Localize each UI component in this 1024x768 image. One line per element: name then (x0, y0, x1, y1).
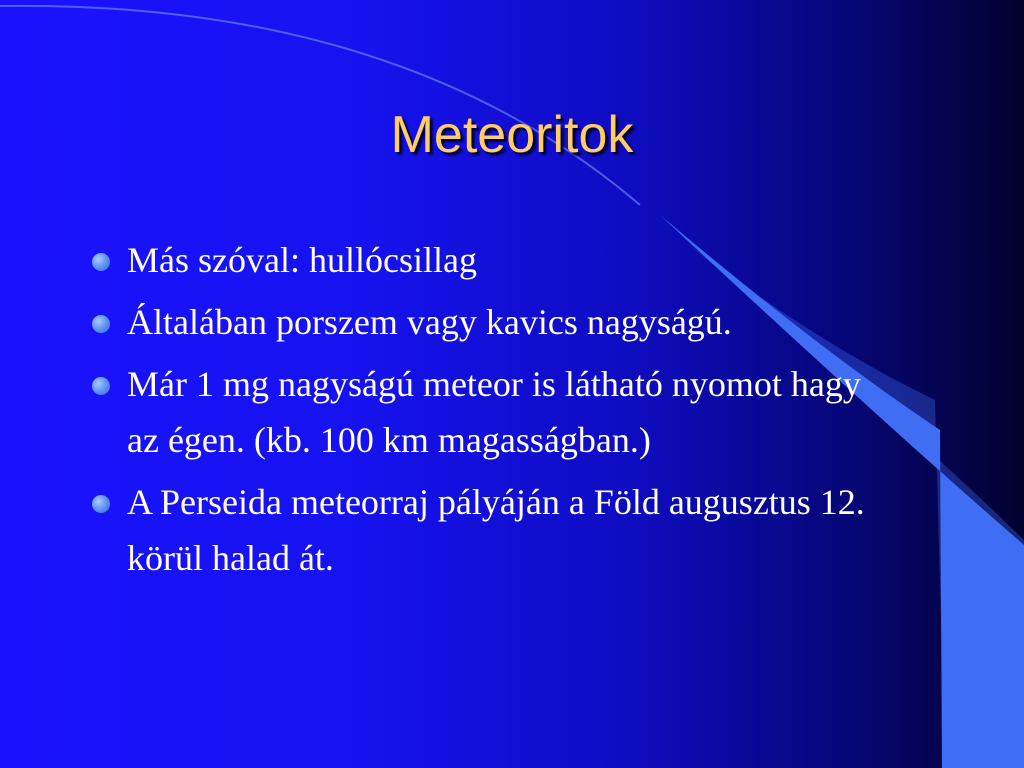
bullet-dot-icon (92, 315, 110, 333)
bullet-text: Más szóval: hullócsillag (127, 240, 477, 280)
bullet-item (90, 294, 870, 350)
bullet-item (90, 356, 870, 468)
bullet-list (90, 232, 870, 592)
bullet-dot-icon (92, 495, 110, 513)
bullet-text: Már 1 mg nagyságú meteor is látható nyomot hagy az égen. (kb. 100 km magasságban.) (127, 364, 861, 460)
bullet-text: Általában porszem vagy kavics nagyságú. (127, 302, 732, 342)
bullet-item (90, 474, 870, 586)
slide-title: Meteoritok (390, 106, 634, 164)
bullet-item (90, 232, 870, 288)
bullet-dot-icon (92, 253, 110, 271)
bullet-dot-icon (92, 377, 110, 395)
bullet-text: A Perseida meteorraj pályáján a Föld augusztus 12. körül halad át. (127, 482, 865, 578)
